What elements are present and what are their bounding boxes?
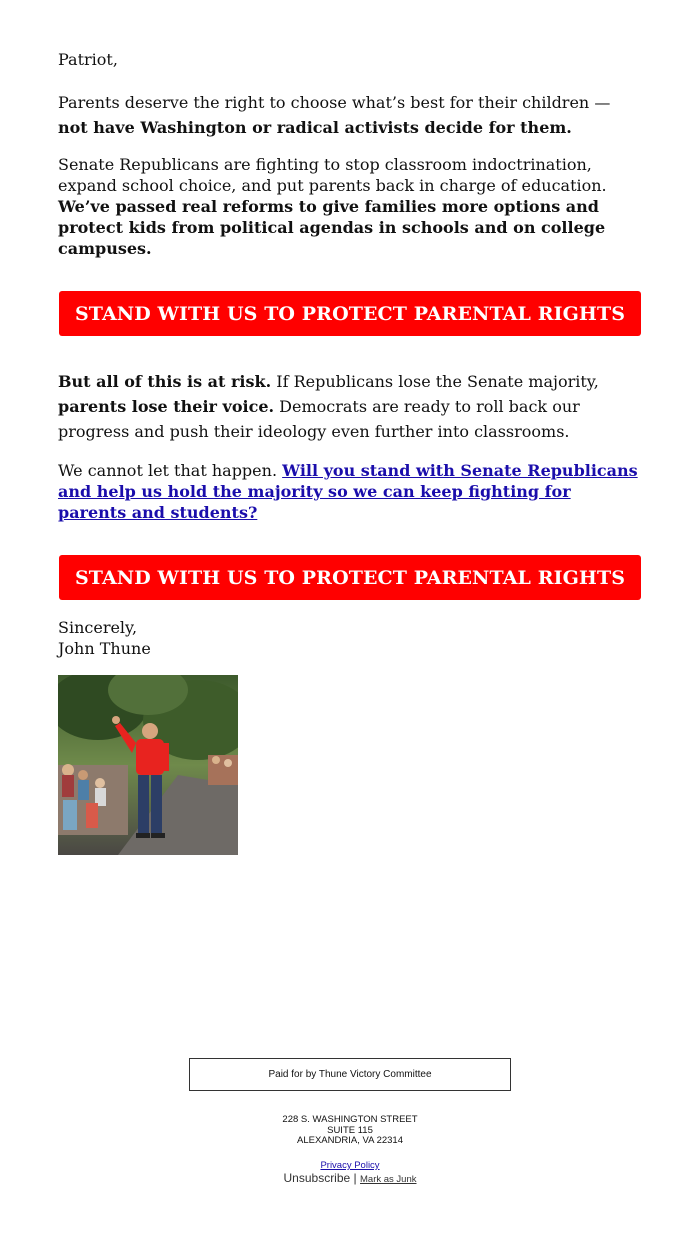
salutation: Patriot, bbox=[58, 50, 118, 69]
mark-as-junk-link[interactable]: Mark as Junk bbox=[360, 1174, 417, 1185]
paragraph-risk bbox=[58, 369, 642, 444]
risk-bold-2: parents lose their voice. bbox=[58, 397, 275, 416]
mailing-address bbox=[0, 1115, 700, 1147]
signoff-closing: Sincerely, bbox=[58, 618, 138, 637]
address-line-3: ALEXANDRIA, VA 22314 bbox=[297, 1135, 403, 1146]
address-line-1: 228 S. WASHINGTON STREET bbox=[282, 1114, 418, 1125]
risk-text-1: If Republicans lose the Senate majority, bbox=[271, 372, 599, 391]
signoff-name: John Thune bbox=[58, 639, 151, 658]
privacy-row bbox=[0, 1160, 700, 1171]
portrait-photo bbox=[58, 675, 238, 855]
appeal-link[interactable]: Will you stand with Senate Republicans and help us hold the majority so we can keep fighting for parents and students? bbox=[58, 461, 638, 522]
unsubscribe-link[interactable]: Unsubscribe bbox=[283, 1171, 351, 1185]
reforms-bold: We’ve passed real reforms to give families more options and protect kids from political agendas in schools and on college campuses. bbox=[58, 197, 606, 258]
paragraph-intro bbox=[58, 90, 642, 140]
signoff bbox=[58, 617, 151, 659]
address-line-2: SUITE 115 bbox=[327, 1124, 373, 1136]
portrait-photo-image bbox=[58, 675, 238, 855]
risk-bold-1: But all of this is at risk. bbox=[58, 372, 272, 391]
reforms-text: Senate Republicans are fighting to stop classroom indoctrination, expand school choice, and put parents back in charge of education. bbox=[58, 155, 607, 195]
intro-bold: not have Washington or radical activists decide for them. bbox=[58, 118, 572, 137]
unsubscribe-row bbox=[0, 1171, 700, 1185]
paid-for-disclaimer: Paid for by Thune Victory Committee bbox=[189, 1058, 511, 1091]
cta-button-bottom[interactable]: STAND WITH US TO PROTECT PARENTAL RIGHTS bbox=[59, 555, 641, 600]
intro-text: Parents deserve the right to choose what’s best for their children — bbox=[58, 93, 611, 112]
privacy-policy-link[interactable]: Privacy Policy bbox=[320, 1160, 380, 1171]
footer-separator: | bbox=[350, 1171, 360, 1185]
paragraph-reforms bbox=[58, 154, 642, 259]
cta-button-top[interactable]: STAND WITH US TO PROTECT PARENTAL RIGHTS bbox=[59, 291, 641, 336]
paragraph-appeal bbox=[58, 460, 642, 523]
risk-text-2: Democrats are ready to roll back our progress and push their ideology even further into classrooms. bbox=[58, 397, 580, 441]
appeal-text: We cannot let that happen. bbox=[58, 461, 283, 480]
